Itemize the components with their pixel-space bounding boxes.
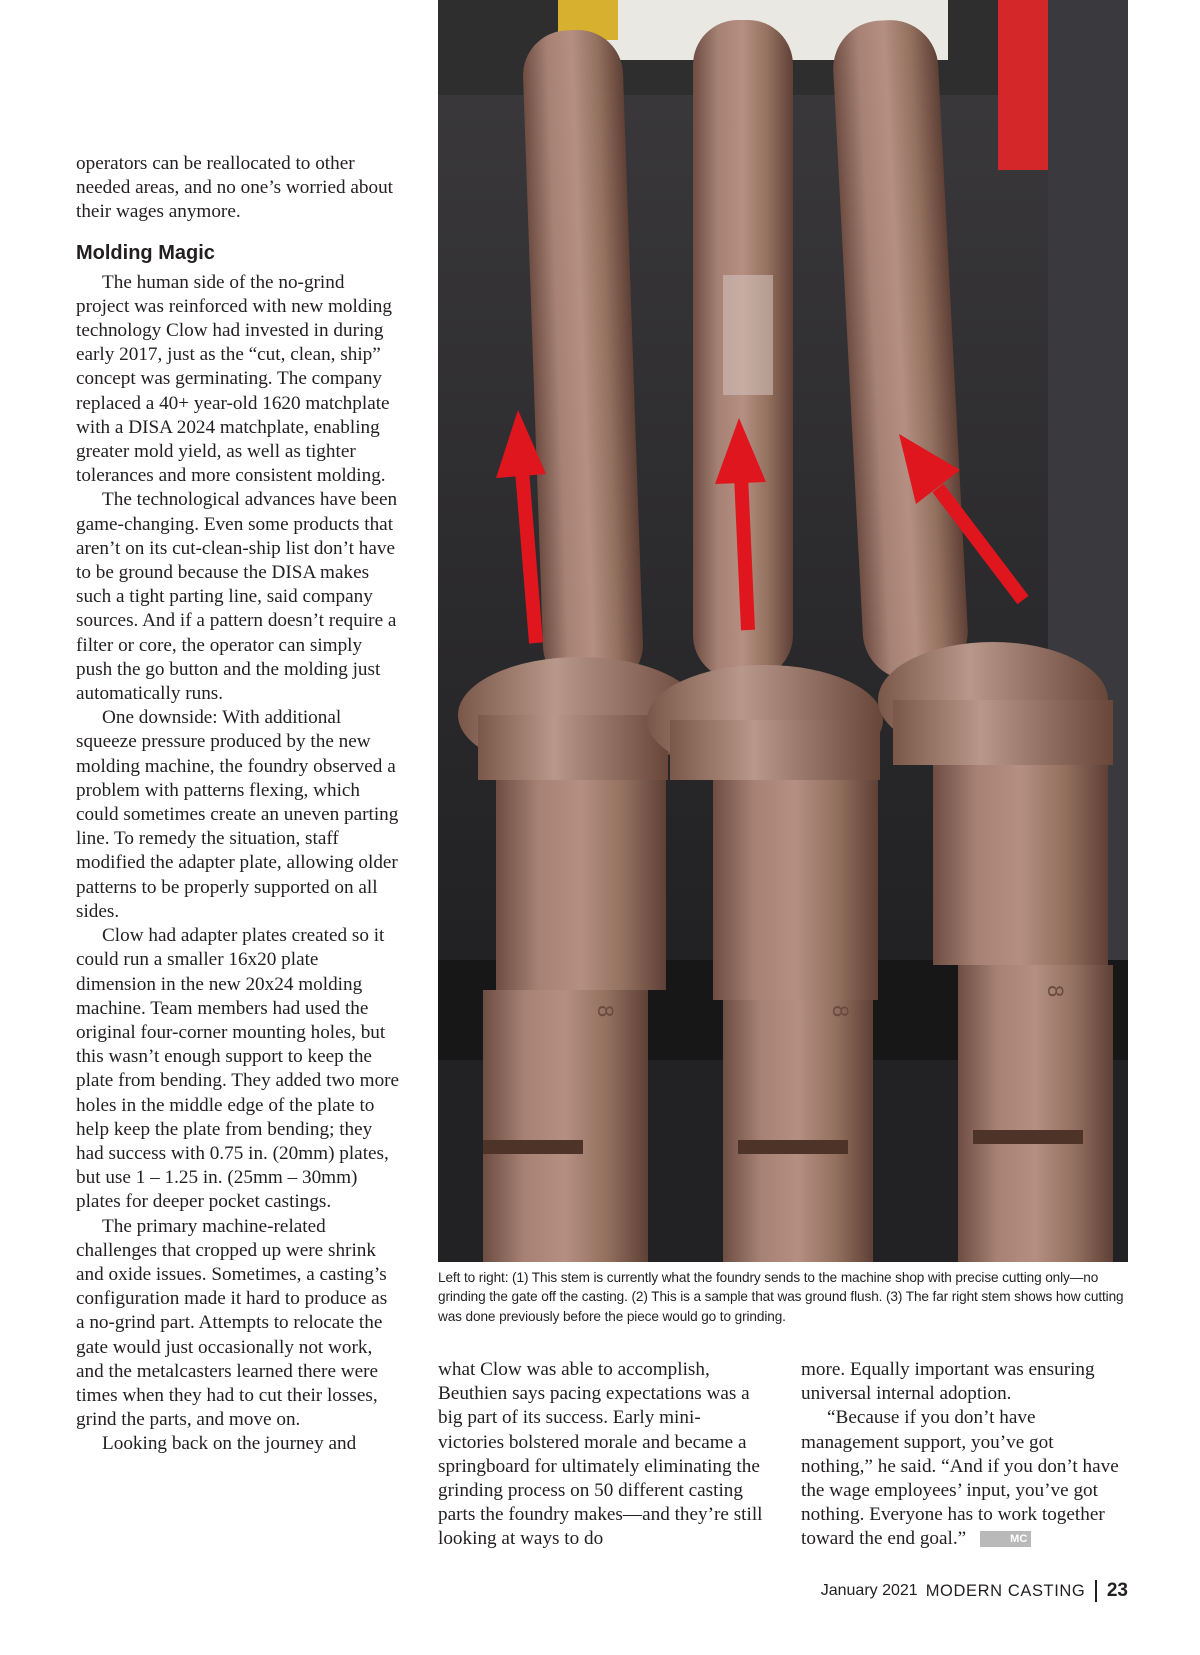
section-heading: Molding Magic [76,241,215,264]
body-paragraph: The technological advances have been game-changing. Even some products that aren’t on its cut-clean-ship list don’t have to be ground because the DISA makes such a tight parting line, said company sources. And if a pattern doesn’t require a filter or core, the operator can simply push the go button and the molding just automatically runs. [76,489,398,705]
casting-stems-photo [438,0,1128,1262]
intro-paragraph: operators can be reallocated to other needed areas, and no one’s worried about their wages anymore. [76,153,394,223]
body-paragraph: The primary machine-related challenges that cropped up were shrink and oxide issues. Sometimes, a casting’s configuration made it hard to produce as a no-grind part. Attempts to relocate the gate would just occasionally not work, and the metalcasters learned there were times when they had to cut their losses, grind the parts, and move on. [76,1215,388,1431]
photo-caption: Left to right: (1) This stem is currently what the foundry sends to the machine shop with precise cutting only—no grinding the gate off the casting. (2) This is a sample that was ground flush. (3) The far right stem shows how cutting was done previously before the piece would go to grinding. [438,1270,1124,1324]
stem-mark: 8 [593,1005,618,1018]
middle-column [438,1358,766,1552]
body-paragraph: what Clow was able to accomplish, Beuthien says pacing expectations was a big part of its success. Early mini-victories bolstered morale and became a springboard for ultimately eliminating the grinding process on 50 different casting parts the foundry makes—and they’re still looking at ways to do [438,1359,763,1550]
body-paragraph: One downside: With additional squeeze pressure produced by the new molding machine, the foundry observed a problem with patterns flexing, which could sometimes create an uneven parting line. To remedy the situation, staff modified the adapter plate, allowing older patterns to be properly supported on all sides. [76,707,399,922]
end-mark: MC [980,1531,1031,1547]
body-paragraph: The human side of the no-grind project was reinforced with new molding technology Clow had invested in during early 2017, just as the “cut, clean, ship” concept was germinating. The company replaced a 40+ year-old 1620 matchplate with a DISA 2024 matchplate, enabling greater mold yield, as well as tighter tolerances and more consistent molding. [76,271,392,487]
photo-illustration [438,0,1128,1262]
page-number: 23 [1106,1580,1128,1601]
footer-divider [1095,1580,1097,1602]
issue-date: January 2021 [820,1582,918,1599]
body-paragraph: Looking back on the journey and [102,1433,357,1455]
stem-mark: 8 [1043,985,1068,998]
body-paragraph: more. Equally important was ensuring universal internal adoption. [801,1359,1095,1405]
stem-mark: 8 [828,1005,853,1018]
right-column [801,1358,1129,1552]
publication-name: MODERN CASTING [925,1581,1086,1600]
page-footer [821,1580,1128,1602]
closing-quote: “Because if you don’t have management support, you’ve got nothing,” he said. “And if you don’t have the wage employees’ input, you’ve got nothing. Everyone has to work together toward the end goal.” [801,1407,1119,1550]
body-paragraph: Clow had adapter plates created so it could run a smaller 16x20 plate dimension in the new 20x24 molding machine. Team members had used the original four-corner mounting holes, but this wasn’t enough support to keep the plate from bending. They added two more holes in the middle edge of the plate to help keep the plate from bending; they had success with 0.75 in. (20mm) plates, but use 1 – 1.25 in. (25mm – 30mm) plates for deeper pocket castings. [76,925,400,1213]
left-column [76,152,400,1457]
closing-paragraph [801,1406,1129,1551]
